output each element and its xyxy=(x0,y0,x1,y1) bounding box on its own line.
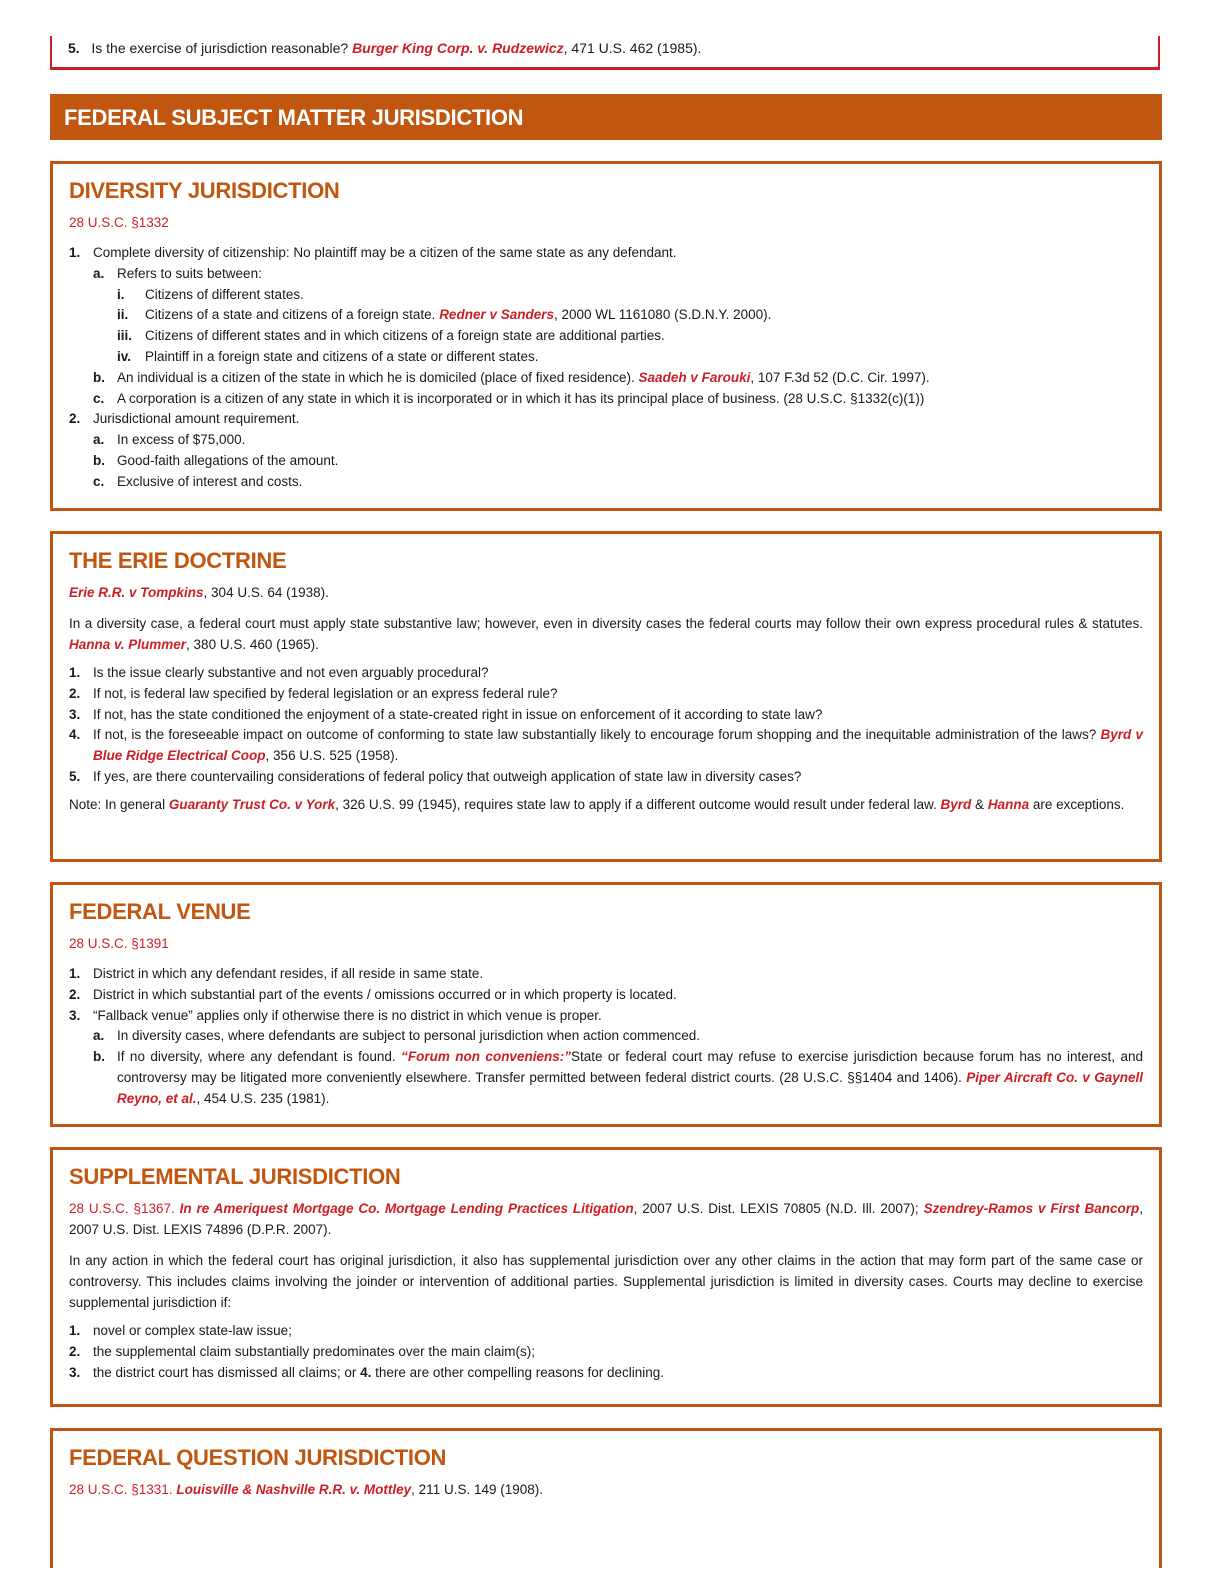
item-marker: iv. xyxy=(117,348,132,364)
case-citation: Hanna xyxy=(987,796,1030,812)
item-marker: 5. xyxy=(69,768,81,784)
numbered-list xyxy=(69,964,1143,1110)
box-title: FEDERAL QUESTION JURISDICTION xyxy=(69,1445,447,1470)
list-item xyxy=(69,705,1143,726)
item-marker: b. xyxy=(93,369,105,385)
box-title: FEDERAL VENUE xyxy=(69,899,251,924)
citation-detail: , 211 U.S. 149 (1908). xyxy=(411,1482,544,1497)
supplemental-jurisdiction-box xyxy=(50,1147,1162,1407)
item-text: A corporation is a citizen of any state in which it is incorporated or in which it has its principal place of business. (28 U.S.C. §1332(c)(1)) xyxy=(117,390,925,406)
note-text: Note: In general xyxy=(69,796,166,812)
citation-detail: , 2000 WL 1161080 (S.D.N.Y. 2000). xyxy=(553,307,772,323)
item-marker: i. xyxy=(117,286,125,302)
item-marker: b. xyxy=(93,1049,105,1065)
list-item xyxy=(93,1026,1143,1047)
list-item xyxy=(69,964,1143,985)
item-marker: 1. xyxy=(69,665,81,680)
item-text: there are other compelling reasons for declining. xyxy=(375,1364,665,1380)
case-citation: Saadeh v Farouki xyxy=(638,369,751,385)
case-reference xyxy=(69,582,1143,603)
citation-detail: , 380 U.S. 460 (1965). xyxy=(186,637,319,652)
case-citation: Louisville & Nashville R.R. v. Mottley xyxy=(176,1482,412,1497)
case-citation: Guaranty Trust Co. v York xyxy=(168,796,336,812)
item-marker: 2. xyxy=(69,986,81,1002)
list-item xyxy=(93,451,1143,472)
sub-sub-list xyxy=(117,285,1143,368)
item-marker: c. xyxy=(93,390,105,406)
item-marker: 2. xyxy=(69,1343,81,1359)
item-text: Good-faith allegations of the amount. xyxy=(117,452,339,468)
item-text: District in which substantial part of the events / omissions occurred or in which property is located. xyxy=(93,986,677,1002)
item-text: novel or complex state-law issue; xyxy=(93,1323,292,1338)
list-item xyxy=(69,243,1143,409)
item-text: Citizens of a state and citizens of a foreign state. xyxy=(145,307,436,323)
item-marker: 4. xyxy=(360,1364,372,1380)
list-item xyxy=(93,368,1143,389)
erie-doctrine-box xyxy=(50,531,1162,862)
note-paragraph xyxy=(69,794,1143,815)
list-item xyxy=(69,985,1143,1006)
item-text: An individual is a citizen of the state in which he is domiciled (place of fixed residence). xyxy=(117,369,635,385)
list-item xyxy=(93,389,1143,410)
item-marker: a. xyxy=(93,432,105,448)
list-item xyxy=(69,684,1143,705)
case-citation: Redner v Sanders xyxy=(439,307,554,323)
item-marker: a. xyxy=(93,265,105,281)
case-citation: “Forum non conveniens:” xyxy=(401,1049,571,1065)
item-text: If yes, are there countervailing considerations of federal policy that outweigh application of state law in diversity cases? xyxy=(93,768,802,784)
list-item xyxy=(117,305,1143,326)
box-title: SUPPLEMENTAL JURISDICTION xyxy=(69,1164,401,1189)
paragraph: In any action in which the federal court has original jurisdiction, it also has supplemental jurisdiction over any other claims in the action that may form part of the same case or controversy. This includes claims involving the joinder or intervention of additional parties. Supplemental jurisdiction is limited in diversity cases. Courts may decline to exercise supplemental jurisdiction if: xyxy=(69,1253,1143,1310)
box-title: DIVERSITY JURISDICTION xyxy=(69,178,340,203)
item-text: the district court has dismissed all claims; or xyxy=(93,1364,357,1380)
item-text: Is the issue clearly substantive and not even arguably procedural? xyxy=(93,665,489,680)
item-marker: 3. xyxy=(69,1007,81,1023)
item-marker: 2. xyxy=(69,411,81,427)
item-text: State or federal court may refuse to exercise jurisdiction because forum has no interest, and controversy may be litigated more conveniently elsewhere. Transfer permitted between federal district courts. (28 U.S.C. §§1404 and 1406). xyxy=(117,1049,1143,1085)
paragraph xyxy=(69,613,1143,655)
case-citation: Burger King Corp. v. Rudzewicz xyxy=(352,40,564,56)
federal-question-box xyxy=(50,1428,1162,1568)
item-marker: 4. xyxy=(69,727,81,743)
list-item xyxy=(69,725,1143,767)
federal-venue-box xyxy=(50,882,1162,1127)
item-text: If not, is federal law specified by federal legislation or an express federal rule? xyxy=(93,685,558,701)
statute-reference: 28 U.S.C. §1332 xyxy=(69,215,169,230)
citation-detail: , 326 U.S. 99 (1945), requires state law to apply if a different outcome would result under federal law. xyxy=(335,796,937,812)
numbered-list xyxy=(69,1321,1143,1383)
case-citation: Piper Aircraft Co. v Gaynell Reyno, et al. xyxy=(117,1069,1143,1106)
sub-list xyxy=(93,430,1143,492)
item-marker: 1. xyxy=(69,1323,81,1338)
item-text: If not, has the state conditioned the enjoyment of a state-created right in issue on enforcement of it according to state law? xyxy=(93,706,823,722)
statute-reference: 28 U.S.C. §1391 xyxy=(69,936,169,951)
citation-detail: , 304 U.S. 64 (1938). xyxy=(203,585,329,600)
case-citation: Byrd xyxy=(940,796,972,812)
numbered-list xyxy=(69,243,1143,493)
citation-detail: , 2007 U.S. Dist. LEXIS 70805 (N.D. Ill. 2007); xyxy=(633,1201,919,1216)
ampersand: & xyxy=(975,796,985,812)
citation-detail: , 471 U.S. 462 (1985). xyxy=(563,40,702,56)
item-text: If not, is the foreseeable impact on outcome of conforming to state law substantially likely to encourage forum shopping and the inequitable administration of the laws? xyxy=(93,727,1097,743)
item-marker: 1. xyxy=(69,966,81,981)
item-text: “Fallback venue” applies only if otherwise there is no district in which venue is proper. xyxy=(93,1007,602,1023)
list-item xyxy=(69,663,1143,684)
item-marker: 3. xyxy=(69,1364,81,1380)
previous-section-continuation xyxy=(50,36,1160,70)
item-marker: ii. xyxy=(117,307,129,323)
list-item xyxy=(93,472,1143,493)
item-text: Exclusive of interest and costs. xyxy=(117,473,303,489)
item-marker: 5. xyxy=(68,40,80,56)
case-citation: In re Ameriquest Mortgage Co. Mortgage Lending Practices Litigation xyxy=(179,1201,634,1216)
item-marker: 3. xyxy=(69,706,81,722)
list-item xyxy=(117,347,1143,368)
list-item xyxy=(69,1342,1143,1363)
list-item xyxy=(69,1321,1143,1342)
list-item xyxy=(69,409,1143,492)
item-text: Complete diversity of citizenship: No plaintiff may be a citizen of the same state as any defendant. xyxy=(93,245,677,260)
item-text: the supplemental claim substantially predominates over the main claim(s); xyxy=(93,1343,535,1359)
item-marker: b. xyxy=(93,452,105,468)
list-item xyxy=(69,1363,1143,1384)
note-text: are exceptions. xyxy=(1032,796,1125,812)
citation-detail: , 2007 U.S. Dist. LEXIS 74896 (D.P.R. 2007). xyxy=(69,1201,1143,1237)
list-item xyxy=(93,430,1143,451)
list-item xyxy=(69,767,1143,788)
list-item xyxy=(93,264,1143,368)
item-marker: c. xyxy=(93,473,105,489)
diversity-jurisdiction-box xyxy=(50,161,1162,511)
numbered-list xyxy=(69,663,1143,788)
top-list-item xyxy=(68,40,701,56)
item-text: Citizens of different states and in which citizens of a foreign state are additional parties. xyxy=(145,328,665,344)
case-citation: Byrd v Blue Ridge Electrical Coop xyxy=(93,727,1143,764)
item-text: Is the exercise of jurisdiction reasonable? xyxy=(91,40,349,56)
item-text: Jurisdictional amount requirement. xyxy=(93,411,300,427)
citation-detail: , 107 F.3d 52 (D.C. Cir. 1997). xyxy=(750,369,930,385)
paragraph-text: In a diversity case, a federal court must apply state substantive law; however, even in diversity cases the federal courts may follow their own express procedural rules & statutes. xyxy=(69,616,1143,631)
section-banner: FEDERAL SUBJECT MATTER JURISDICTION xyxy=(50,94,1162,140)
item-marker: iii. xyxy=(117,328,133,344)
item-text: District in which any defendant resides, if all reside in same state. xyxy=(93,966,484,981)
item-text: In diversity cases, where defendants are subject to personal jurisdiction when action commenced. xyxy=(117,1028,701,1044)
list-item xyxy=(117,285,1143,306)
item-marker: a. xyxy=(93,1028,105,1044)
box-title: THE ERIE DOCTRINE xyxy=(69,548,287,573)
item-text: Citizens of different states. xyxy=(145,286,304,302)
item-marker: 2. xyxy=(69,685,81,701)
list-item xyxy=(69,1006,1143,1110)
sub-list xyxy=(93,264,1143,410)
statute-text: 28 U.S.C. §1367. xyxy=(69,1201,175,1216)
list-item xyxy=(117,326,1143,347)
case-citation: Hanna v. Plummer xyxy=(69,637,187,652)
citation-detail: , 356 U.S. 525 (1958). xyxy=(265,748,399,764)
item-text: Refers to suits between: xyxy=(117,265,262,281)
item-text: Plaintiff in a foreign state and citizens of a state or different states. xyxy=(145,348,539,364)
case-citation: Erie R.R. v Tompkins xyxy=(69,585,204,600)
item-text: If no diversity, where any defendant is found. xyxy=(117,1049,396,1065)
case-citation: Szendrey-Ramos v First Bancorp xyxy=(923,1201,1140,1216)
item-text: In excess of $75,000. xyxy=(117,432,246,448)
list-item xyxy=(93,1047,1143,1109)
sub-list xyxy=(93,1026,1143,1109)
statute-reference xyxy=(69,1198,1143,1240)
item-marker: 1. xyxy=(69,245,81,260)
statute-text: 28 U.S.C. §1331. xyxy=(69,1482,173,1497)
statute-reference xyxy=(69,1479,1143,1500)
citation-detail: , 454 U.S. 235 (1981). xyxy=(196,1090,330,1106)
